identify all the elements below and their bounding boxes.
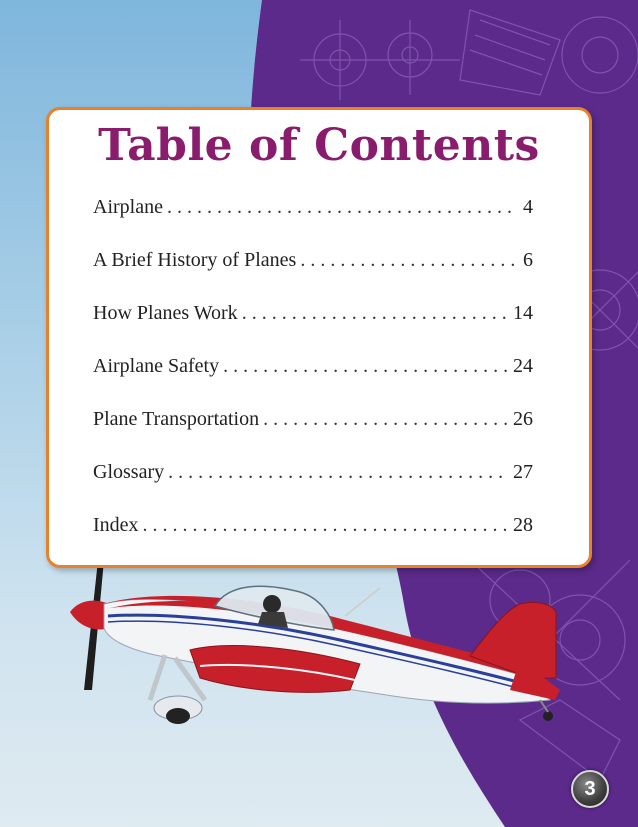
toc-entry-glossary[interactable]: [93, 461, 533, 514]
table-of-contents-card: [46, 107, 592, 568]
dot-leader: [242, 302, 509, 325]
toc-entry-page: 28: [513, 514, 533, 536]
toc-entry-how-planes-work[interactable]: [93, 302, 533, 355]
dot-leader: [143, 514, 509, 537]
toc-entry-page: 4: [523, 196, 533, 218]
toc-title: Table of Contents: [98, 120, 540, 171]
toc-entry-label: Plane Transportation: [93, 408, 260, 430]
dot-leader: [263, 408, 509, 431]
toc-entry-history[interactable]: [93, 249, 533, 302]
toc-entry-transportation[interactable]: [93, 408, 533, 461]
toc-entry-page: 24: [513, 355, 533, 377]
toc-entry-page: 6: [523, 249, 533, 271]
toc-list: [93, 196, 533, 567]
pilot-head: [263, 595, 281, 613]
toc-entry-page: 27: [513, 461, 533, 483]
toc-entry-page: 26: [513, 408, 533, 430]
toc-entry-label: Index: [93, 514, 139, 536]
dot-leader: [300, 249, 515, 272]
dot-leader: [168, 461, 509, 484]
toc-entry-safety[interactable]: [93, 355, 533, 408]
dot-leader: [167, 196, 515, 219]
toc-entry-page: 14: [513, 302, 533, 324]
page-number-badge: 3: [571, 770, 609, 808]
toc-entry-label: A Brief History of Planes: [93, 249, 297, 271]
toc-entry-label: Airplane: [93, 196, 163, 218]
toc-entry-label: How Planes Work: [93, 302, 238, 324]
toc-entry-airplane[interactable]: [93, 196, 533, 249]
toc-entry-label: Airplane Safety: [93, 355, 220, 377]
toc-entry-label: Glossary: [93, 461, 165, 483]
toc-entry-index[interactable]: [93, 514, 533, 567]
dot-leader: [223, 355, 509, 378]
